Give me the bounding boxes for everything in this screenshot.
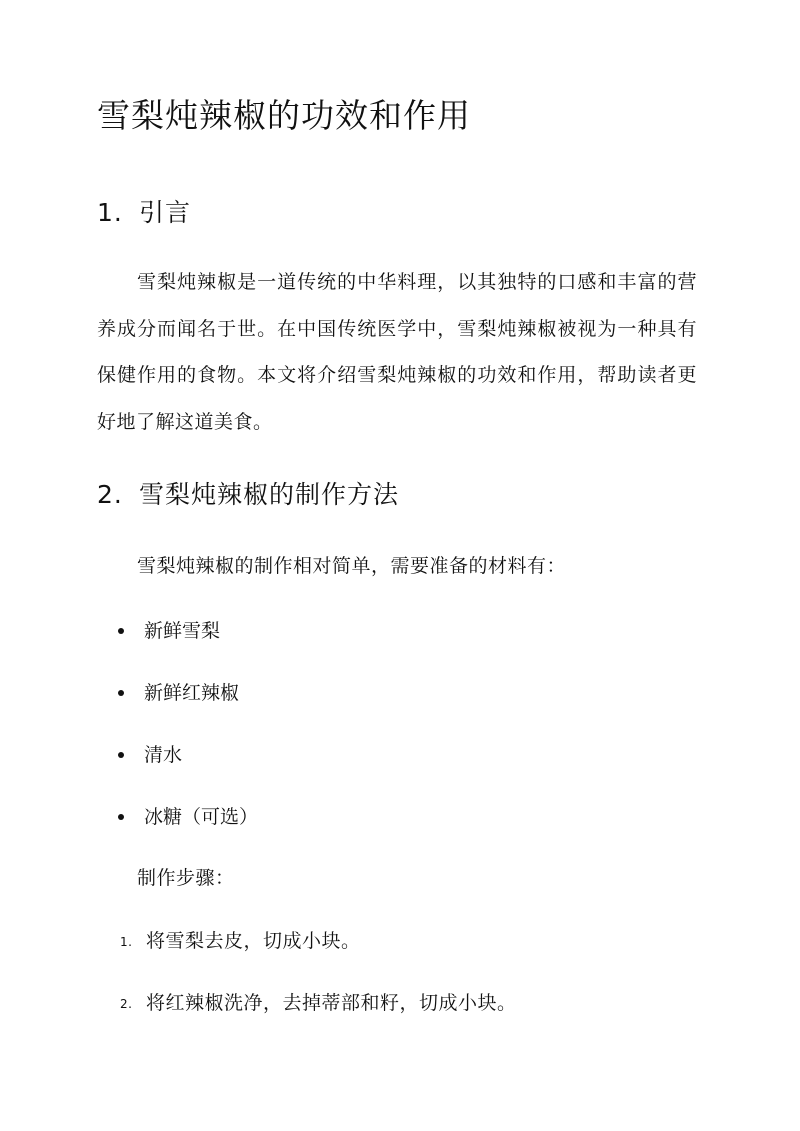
step-text: 将红辣椒洗净，去掉蒂部和籽，切成小块。 [146, 992, 517, 1014]
material-label: 新鲜红辣椒 [144, 682, 240, 704]
material-item [118, 678, 239, 708]
materials-intro: 雪梨炖辣椒的制作相对简单，需要准备的材料有： [137, 555, 567, 577]
section-heading-text: 雪梨炖辣椒的制作方法 [139, 480, 400, 509]
intro-paragraph: 雪梨炖辣椒是一道传统的中华料理，以其独特的口感和丰富的营养成分而闻名于世。在中国传统医学中，雪梨炖辣椒被视为一种具有保健作用的食物。本文将介绍雪梨炖辣椒的功效和作用，帮助读者更好地了解这道美食。 [97, 271, 697, 433]
step-number: 1. [120, 934, 133, 949]
step-number: 2. [120, 996, 133, 1011]
steps-intro: 制作步骤： [137, 867, 235, 889]
material-label: 清水 [144, 744, 183, 766]
section-number: 2. [97, 480, 123, 509]
material-item [118, 616, 220, 646]
document-title: 雪梨炖辣椒的功效和作用 [97, 96, 471, 135]
bullet-icon [118, 752, 124, 758]
material-item [118, 740, 182, 770]
material-item [118, 802, 258, 832]
bullet-icon [118, 690, 124, 696]
section-heading-intro [97, 196, 191, 230]
bullet-icon [118, 628, 124, 634]
material-label: 新鲜雪梨 [144, 620, 221, 642]
material-label: 冰糖（可选） [144, 806, 259, 828]
step-item [120, 926, 361, 957]
section-heading-method [97, 478, 399, 512]
section-number: 1. [97, 198, 123, 227]
step-item [120, 988, 517, 1019]
section-heading-text: 引言 [139, 198, 192, 227]
step-text: 将雪梨去皮，切成小块。 [146, 930, 361, 952]
bullet-icon [118, 814, 124, 820]
